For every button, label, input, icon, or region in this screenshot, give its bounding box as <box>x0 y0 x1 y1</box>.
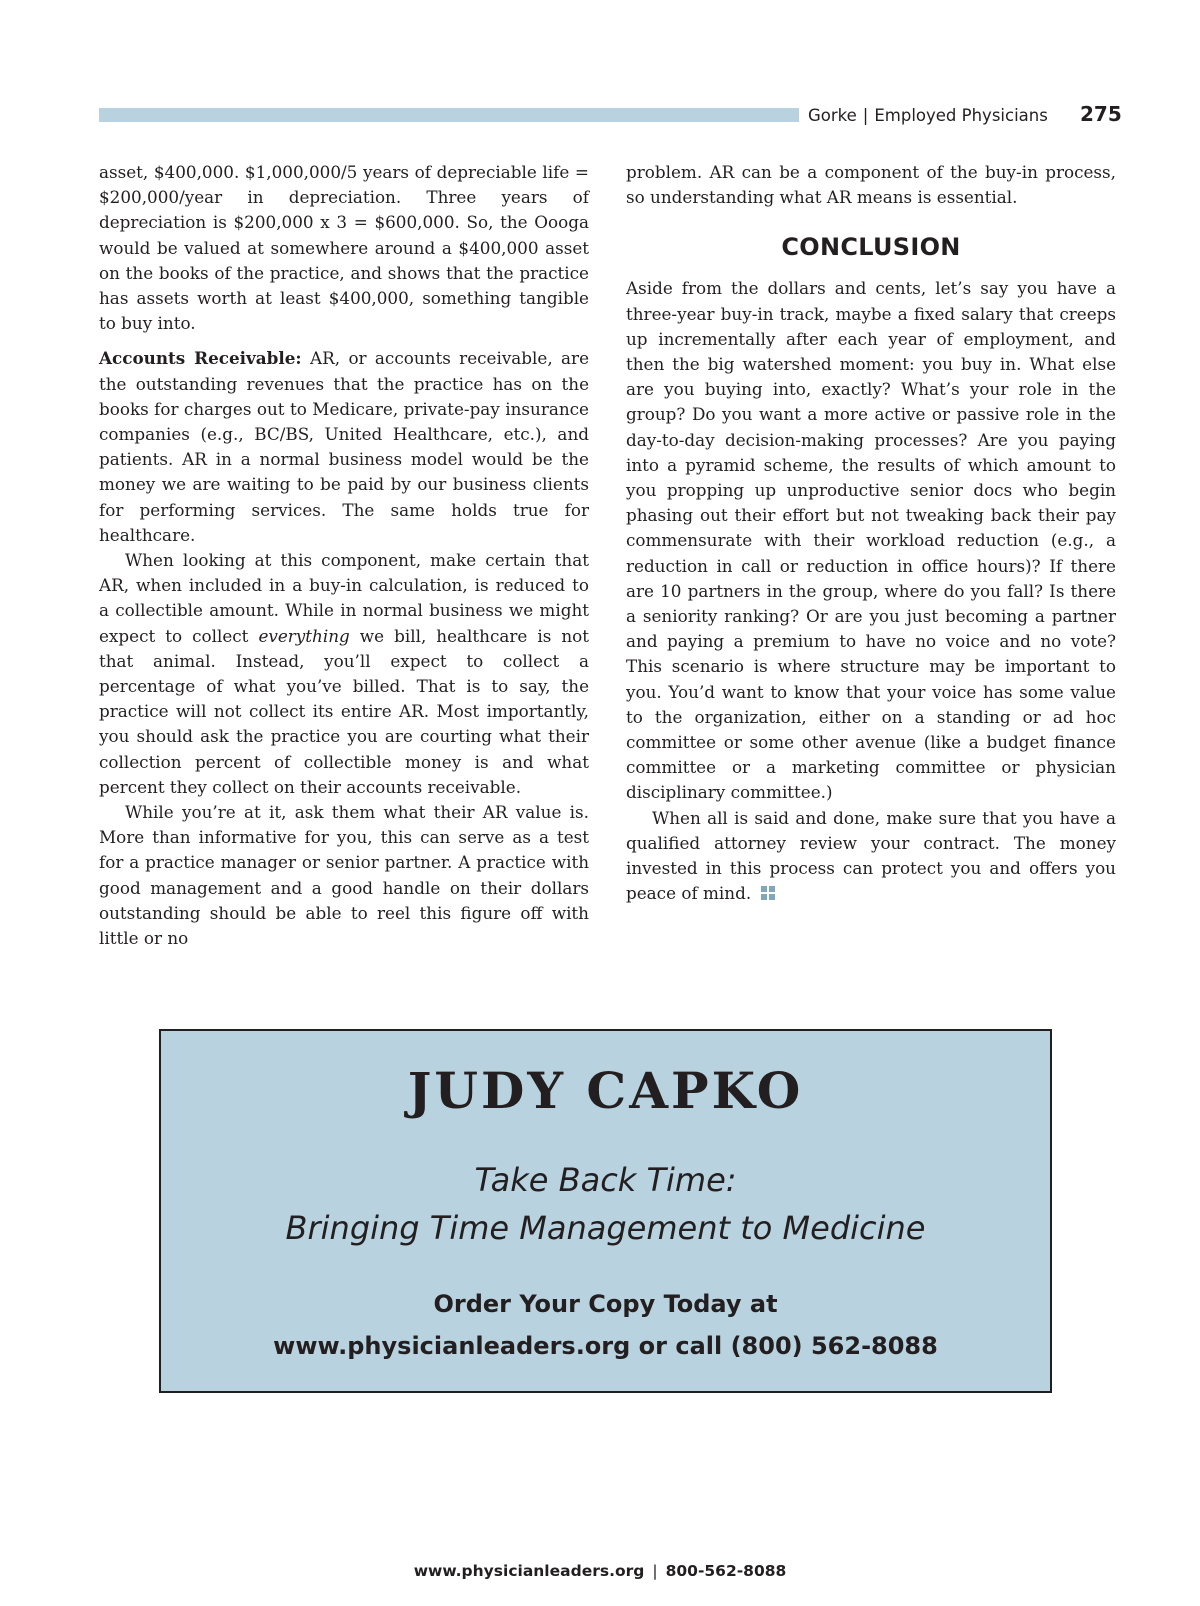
footer-separator: | <box>652 1562 658 1580</box>
paragraph: problem. AR can be a component of the buy-in process, so understanding what AR means is essential. <box>626 162 1116 208</box>
ad-title-line: Take Back Time: <box>474 1161 737 1199</box>
header-author: Gorke <box>808 106 857 125</box>
paragraph-text: we bill, healthcare is not that animal. Instead, you’ll expect to collect a percentage of what you’ve billed. That is to say, the practice will not collect its entire AR. Most importantly, you should ask the practice you are courting what their collection percent of collectible money is and what percent they collect on their accounts receivable. <box>99 625 589 797</box>
paragraph-text: When all is said and done, make sure that you have a qualified attorney review your contract. The money invested in this process can protect you and offers you peace of mind. <box>626 807 1116 904</box>
footer-phone: 800-562-8088 <box>665 1562 787 1580</box>
paragraph: Aside from the dollars and cents, let’s say you have a three-year buy-in track, maybe a fixed salary that creeps up incrementally after each year of employment, and then the big watershed moment: you buy in. What else are you buying into, exactly? What’s your role in the group? Do you want a more active or passive role in the day-to-day decision-making processes? Are you paying into a pyramid scheme, the results of which amount to you propping up unproductive senior docs who begin phasing out their effort but not tweaking back their pay commensurate with their workload reduction (e.g., a reduction in call or reduction in office hours)? If there are 10 partners in the group, where do you fall? Is there a seniority ranking? Or are you just becoming a partner and paying a premium to have no voice and no vote? This scenario is where structure may be important to you. You’d want to know that your voice has some value to the organization, either on a standing or ad hoc committee or some other avenue (like a budget finance committee or a marketing committee or physician disciplinary committee.) <box>626 278 1116 803</box>
running-header <box>808 104 1048 128</box>
right-column <box>626 160 1116 906</box>
paragraph-text: When looking at this component, make certain that AR, when included in a buy-in calculation, is reduced to a collectible amount. While in normal business we might expect to collect <box>99 550 589 646</box>
paragraph <box>99 548 589 800</box>
ad-subtitle-line: Bringing Time Management to Medicine <box>285 1209 926 1247</box>
header-accent-bar <box>99 108 799 122</box>
accounts-receivable-paragraph <box>99 346 589 548</box>
footer-website: www.physicianleaders.org <box>413 1562 645 1580</box>
four-squares-end-mark-icon <box>761 886 775 900</box>
ad-order-info <box>161 1283 1050 1367</box>
ad-book-title <box>161 1156 1050 1252</box>
page-footer <box>0 1560 1200 1582</box>
header-section: Employed Physicians <box>874 106 1048 125</box>
ad-author-name: JUDY CAPKO <box>407 1061 804 1120</box>
left-column <box>99 160 589 951</box>
paragraph: While you’re at it, ask them what their AR value is. More than informative for you, this can serve as a test for a practice manager or senior partner. A practice with good management and a good handle on their dollars outstanding should be able to reel this figure off with little or no <box>99 802 589 949</box>
emphasis-text: everything <box>258 625 350 646</box>
closing-paragraph <box>626 806 1116 907</box>
ad-order-line: Order Your Copy Today at <box>433 1290 778 1318</box>
term-definition: AR, or accounts receivable, are the outstanding revenues that the practice has on the books for charges out to Medicare, private-pay insurance companies (e.g., BC/BS, United Healthcare, etc.), and patients. AR in a normal business model would be the money we are waiting to be paid by our business clients for performing services. The same holds true for healthcare. <box>99 348 589 545</box>
term-label: Accounts Receivable: <box>99 348 302 369</box>
ad-contact-line: www.physicianleaders.org or call (800) 562-8088 <box>273 1332 938 1360</box>
paragraph: asset, $400,000. $1,000,000/5 years of depreciable life = $200,000/year in depreciation. Three years of depreciation is $200,000 x 3 = $600,000. So, the Oooga would be valued at somewhere around a $400,000 asset on the books of the practice, and shows that the practice has assets worth at least $400,000, something tangible to buy into. <box>99 162 589 334</box>
page-number: 275 <box>1080 102 1122 126</box>
section-heading: CONCLUSION <box>781 233 961 262</box>
header-separator: | <box>862 106 869 125</box>
book-advertisement <box>159 1029 1052 1393</box>
